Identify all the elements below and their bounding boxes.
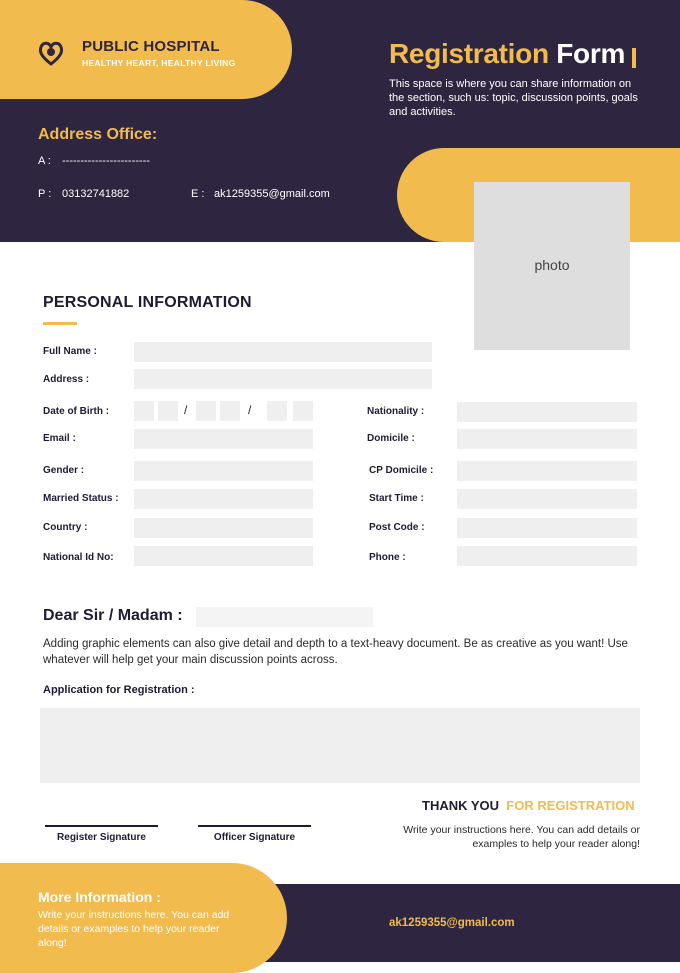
married-status-field[interactable] (134, 489, 313, 509)
address-a-value: ------------------------ (62, 155, 150, 167)
country-field[interactable] (134, 518, 313, 538)
register-signature-label: Register Signature (57, 832, 146, 843)
photo-label: photo (534, 257, 570, 273)
page-title (389, 38, 625, 70)
nationality-field[interactable] (457, 402, 637, 422)
dob-label: Date of Birth : (43, 406, 110, 417)
address-phone: 03132741882 (62, 188, 130, 200)
address-label: Address : (43, 374, 90, 385)
gender-field[interactable] (134, 461, 313, 481)
dob-month-1-field[interactable] (196, 401, 216, 421)
national-id-field[interactable] (134, 546, 313, 566)
thank-you-heading (422, 798, 635, 813)
title-part-form: Form (556, 38, 626, 69)
phone-label: Phone : (369, 552, 406, 563)
for-registration-text: FOR REGISTRATION (506, 798, 635, 813)
full-name-label: Full Name : (43, 346, 97, 357)
letter-body: Adding graphic elements can also give detail and depth to a text-heavy document. Be as creative as you want! Use whatever will help get your main discussion points across. (43, 638, 628, 666)
dob-separator-1: / (184, 403, 188, 417)
thank-you-text: THANK YOU (422, 798, 500, 813)
closing-instructions: Write your instructions here. You can add details or examples to help your reader along! (403, 824, 640, 850)
address-email: ak1259355@gmail.com (214, 188, 330, 200)
footer-email[interactable]: ak1259355@gmail.com (389, 917, 515, 929)
register-signature-line[interactable] (45, 825, 158, 827)
org-tagline: HEALTHY HEART, HEALTHY LIVING (82, 58, 236, 68)
more-info-text: Write your instructions here. You can add details or examples to help your reader along! (38, 909, 230, 949)
gender-label: Gender : (43, 465, 85, 476)
title-accent-bar (632, 48, 636, 68)
national-id-label: National Id No: (43, 552, 114, 563)
cp-domicile-label: CP Domicile : (369, 465, 434, 476)
start-time-field[interactable] (457, 489, 637, 509)
org-name: PUBLIC HOSPITAL (82, 38, 220, 55)
address-a-label: A : (38, 155, 51, 167)
cp-domicile-field[interactable] (457, 461, 637, 481)
recipient-name-field[interactable] (196, 607, 373, 627)
dob-month-2-field[interactable] (220, 401, 240, 421)
country-label: Country : (43, 522, 88, 533)
email-field[interactable] (134, 429, 313, 449)
post-code-field[interactable] (457, 518, 637, 538)
address-field[interactable] (134, 369, 432, 389)
address-e-label: E : (191, 188, 205, 200)
full-name-field[interactable] (134, 342, 432, 362)
address-title: Address Office: (38, 126, 158, 143)
dob-day-1-field[interactable] (134, 401, 154, 421)
heart-swirl-logo-icon (36, 37, 66, 67)
domicile-field[interactable] (457, 429, 637, 449)
domicile-label: Domicile : (367, 433, 415, 444)
dob-year-2-field[interactable] (293, 401, 313, 421)
officer-signature-label: Officer Signature (213, 832, 296, 843)
phone-field[interactable] (457, 546, 637, 566)
dob-day-2-field[interactable] (158, 401, 178, 421)
section-underline (43, 322, 77, 325)
salutation: Dear Sir / Madam : (43, 607, 183, 624)
application-label: Application for Registration : (43, 684, 195, 696)
dob-separator-2: / (248, 403, 252, 417)
post-code-label: Post Code : (369, 522, 425, 533)
email-label: Email : (43, 433, 76, 444)
start-time-label: Start Time : (369, 493, 424, 504)
married-status-label: Married Status : (43, 493, 119, 504)
nationality-label: Nationality : (367, 406, 425, 417)
officer-signature-line[interactable] (198, 825, 311, 827)
application-field[interactable] (40, 708, 640, 783)
title-part-registration: Registration (389, 38, 549, 69)
personal-info-title: PERSONAL INFORMATION (43, 294, 252, 311)
dob-year-1-field[interactable] (267, 401, 287, 421)
more-info-title: More Information : (38, 889, 161, 905)
title-description: This space is where you can share information on the section, such us: topic, discussion points, goals and activities. (389, 78, 638, 118)
address-p-label: P : (38, 188, 52, 200)
